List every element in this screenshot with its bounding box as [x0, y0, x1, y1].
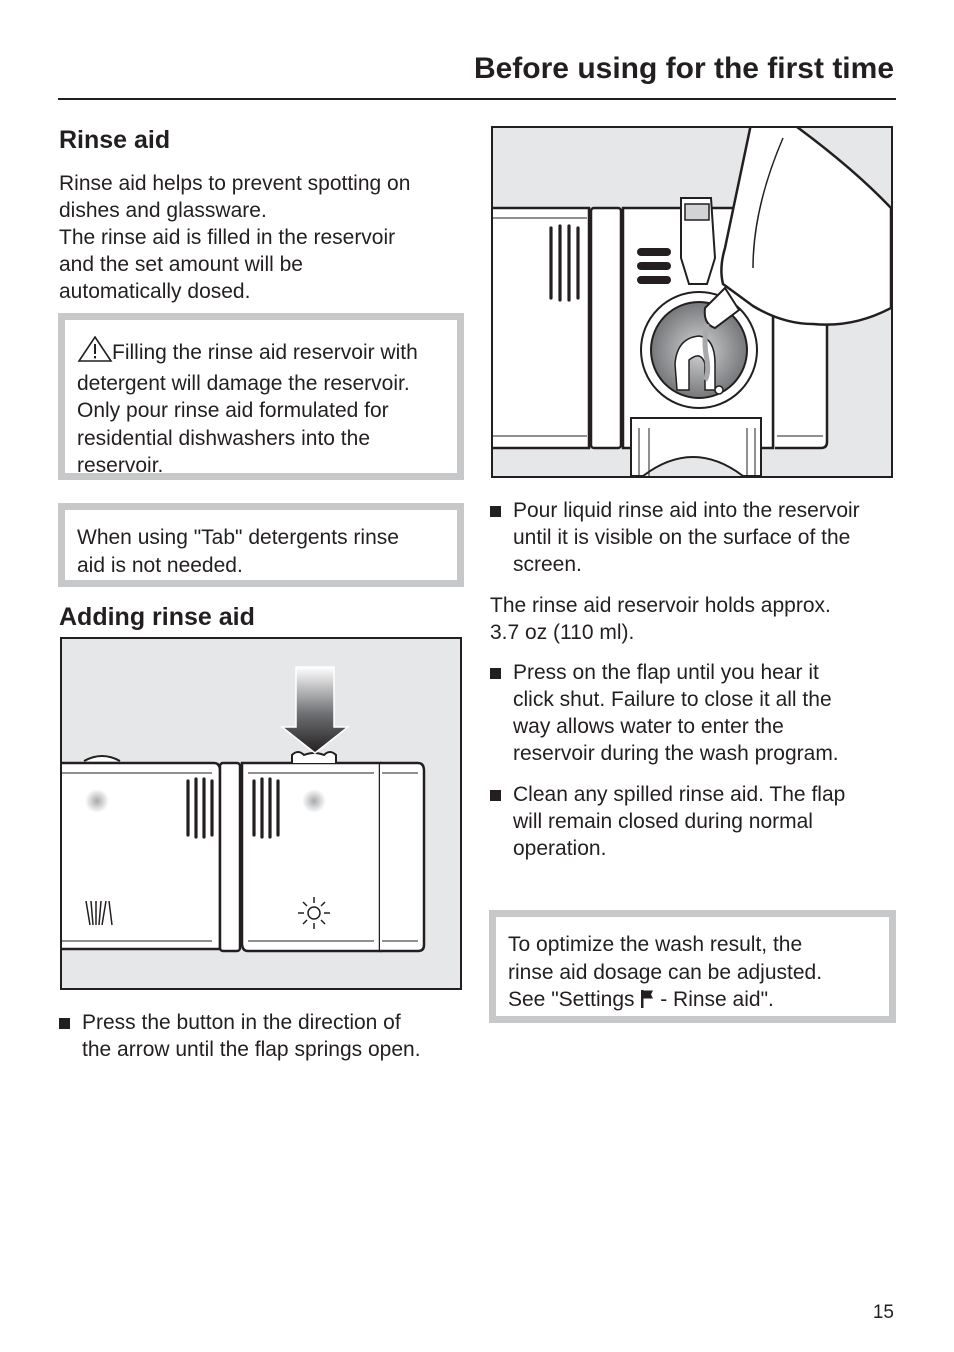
warning-line: reservoir.	[77, 454, 164, 477]
step-line: Press on the flap until you hear it	[513, 661, 819, 684]
step-line: reservoir during the wash program.	[513, 742, 839, 765]
adding-rinse-aid-heading: Adding rinse aid	[59, 603, 255, 631]
header-rule	[58, 98, 896, 100]
tip-line: rinse aid dosage can be adjusted.	[508, 960, 823, 984]
page-number: 15	[872, 1302, 894, 1323]
warning-line: residential dishwashers into the	[77, 426, 370, 450]
step-line: Pour liquid rinse aid into the reservoir	[513, 499, 860, 522]
capacity-line: The rinse aid reservoir holds approx.	[490, 594, 831, 617]
warning-text: Filling the rinse aid reservoir with	[112, 341, 418, 364]
reservoir-capacity	[490, 592, 831, 646]
warning-box	[58, 313, 464, 480]
intro-line: dishes and glassware.	[59, 199, 267, 222]
tip-line	[508, 986, 877, 1017]
intro-line: Rinse aid helps to prevent spotting on	[59, 172, 411, 195]
dosage-tip-box	[489, 910, 896, 1023]
note-line: When using "Tab" detergents rinse	[77, 526, 399, 549]
note-line: aid is not needed.	[77, 553, 243, 577]
warning-line	[77, 336, 445, 370]
intro-line: and the set amount will be	[59, 253, 303, 276]
step-line: screen.	[513, 553, 582, 576]
warning-triangle-icon	[77, 336, 113, 370]
step-line: way allows water to enter the	[513, 715, 784, 738]
intro-line: automatically dosed.	[59, 280, 251, 303]
step-line: will remain closed during normal	[513, 810, 813, 833]
square-bullet-icon	[490, 506, 501, 517]
tip-line: To optimize the wash result, the	[508, 933, 803, 956]
rinse-aid-heading: Rinse aid	[59, 126, 171, 154]
capacity-line: 3.7 oz (110 ml).	[490, 621, 635, 644]
step-line: Press the button in the direction of	[82, 1011, 401, 1034]
warning-line: Only pour rinse aid formulated for	[77, 399, 389, 422]
step-line: click shut. Failure to close it all the	[513, 688, 832, 711]
step-line: until it is visible on the surface of the	[513, 526, 851, 549]
step-clean-spill	[490, 781, 919, 862]
flag-icon	[640, 989, 654, 1017]
intro-line: The rinse aid is filled in the reservoir	[59, 226, 396, 249]
step-line: operation.	[513, 837, 607, 860]
reservoir-drawing	[493, 128, 891, 476]
dispenser-button-illustration	[60, 637, 462, 990]
tab-note-box	[58, 503, 464, 587]
rinse-aid-intro	[59, 170, 410, 305]
step-line: the arrow until the flap springs open.	[82, 1038, 421, 1061]
dispenser-drawing	[62, 639, 460, 988]
step-line: Clean any spilled rinse aid. The flap	[513, 783, 846, 806]
square-bullet-icon	[490, 668, 501, 679]
step-press-button	[59, 1009, 482, 1063]
step-pour-rinse-aid	[490, 497, 919, 578]
square-bullet-icon	[490, 790, 501, 801]
pour-rinse-aid-illustration	[491, 126, 893, 478]
tip-text: See "Settings	[508, 988, 641, 1011]
warning-line: detergent will damage the reservoir.	[77, 371, 410, 395]
square-bullet-icon	[59, 1018, 70, 1029]
step-close-flap	[490, 659, 919, 767]
tip-text: - Rinse aid".	[654, 988, 774, 1011]
page-title: Before using for the first time	[473, 52, 894, 85]
